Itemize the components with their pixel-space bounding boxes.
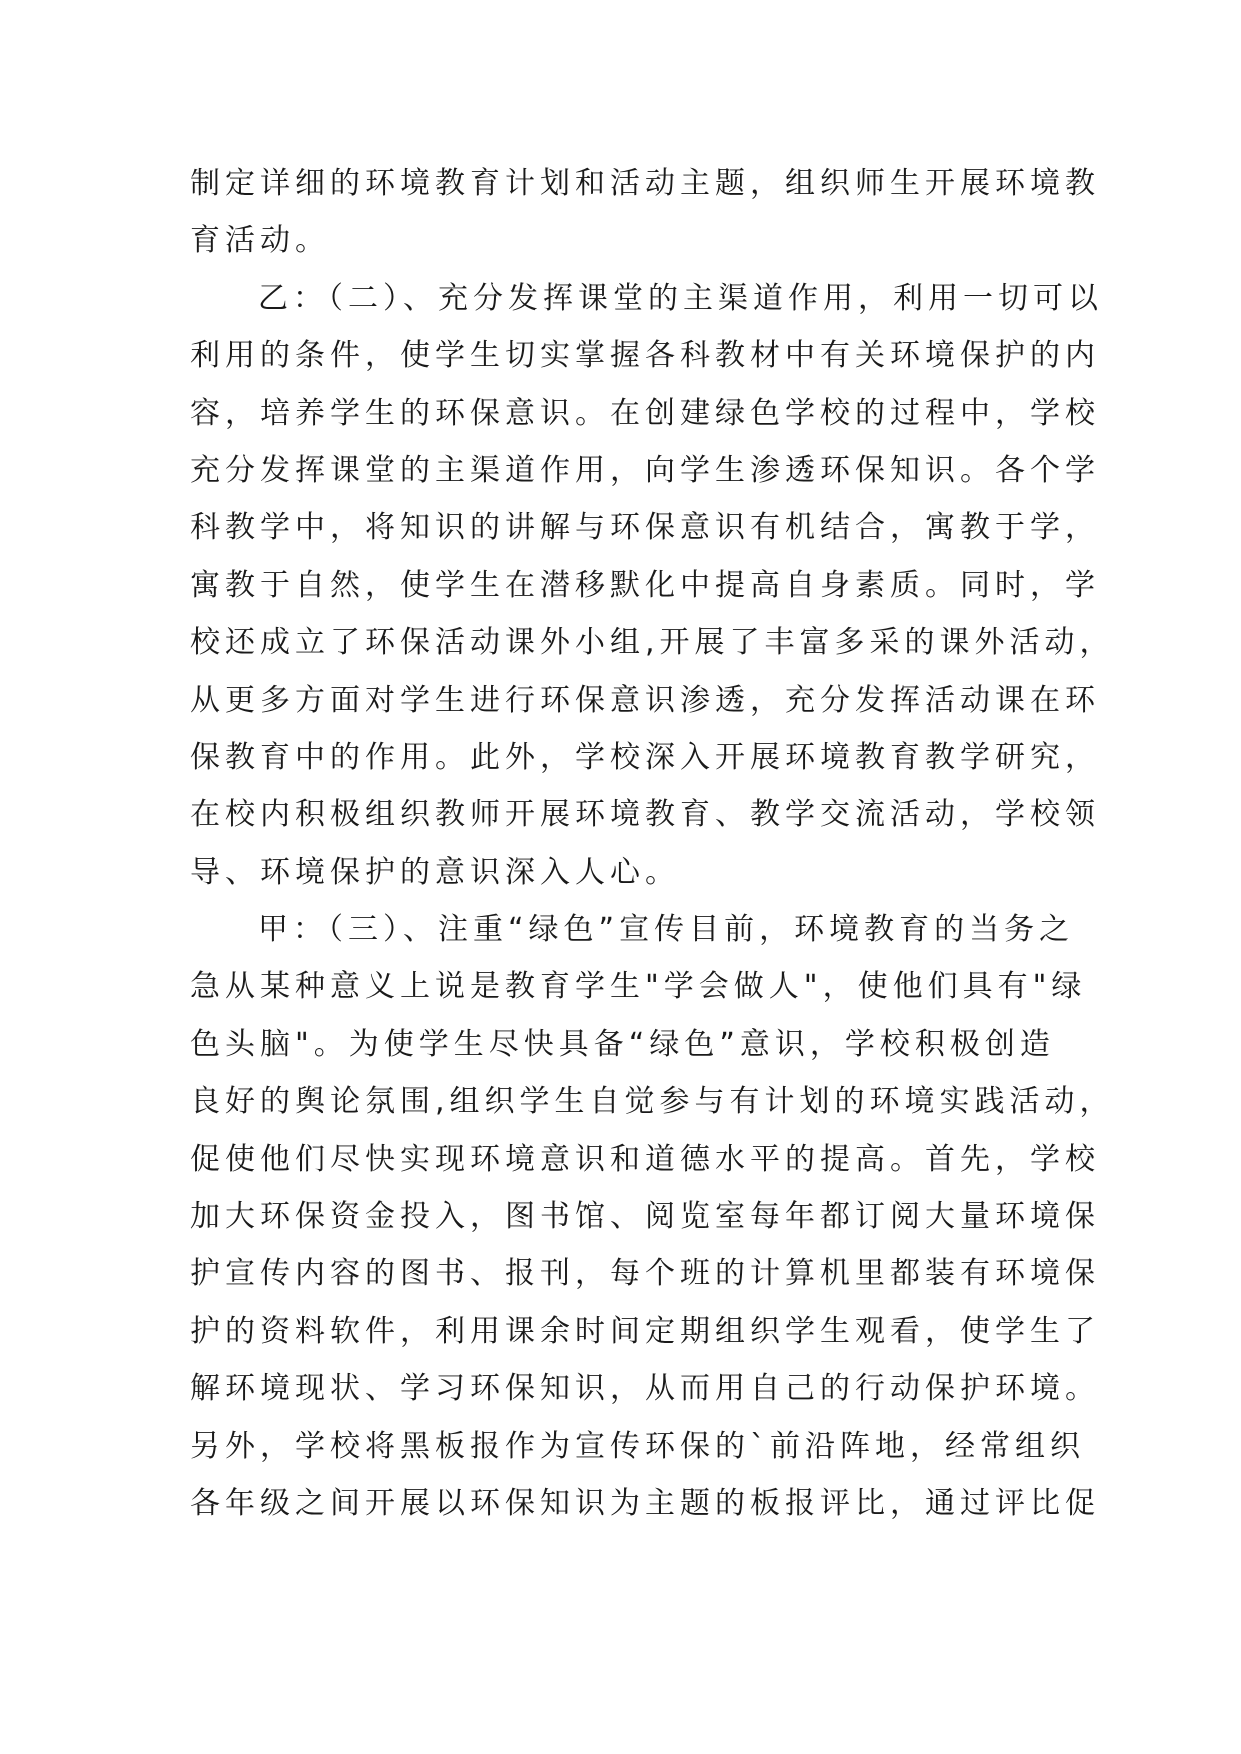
text-line: 利用的条件，使学生切实掌握各科教材中有关环境保护的内 xyxy=(190,338,1100,374)
text-line: 制定详细的环境教育计划和活动主题，组织师生开展环境教 xyxy=(190,166,1100,201)
text-line: 加大环保资金投入，图书馆、阅览室每年都订阅大量环境保 xyxy=(190,1199,1100,1235)
text-line: 各年级之间开展以环保知识为主题的板报评比，通过评比促 xyxy=(190,1485,1100,1521)
text-line: 另外，学校将黑板报作为宣传环保的`前沿阵地，经常组织 xyxy=(190,1428,1085,1464)
text-line: 导、环境保护的意识深入人心。 xyxy=(190,854,680,890)
text-line: 容，培养学生的环保意识。在创建绿色学校的过程中，学校 xyxy=(190,395,1100,431)
text-line: 科教学中，将知识的讲解与环保意识有机结合，寓教于学， xyxy=(190,510,1100,546)
text-line: 促使他们尽快实现环境意识和道德水平的提高。首先，学校 xyxy=(190,1141,1100,1177)
text-line: 解环境现状、学习环保知识，从而用自己的行动保护环境。 xyxy=(190,1371,1100,1407)
paragraph-start-line: 甲：（三）、注重“绿色”宣传目前，环境教育的当务之 xyxy=(258,912,1075,948)
text-line: 在校内积极组织教师开展环境教育、教学交流活动，学校领 xyxy=(190,797,1100,833)
text-line: 寓教于自然，使学生在潜移默化中提高自身素质。同时，学 xyxy=(190,567,1100,603)
text-line: 急从某种意义上说是教育学生"学会做人"，使他们具有"绿 xyxy=(190,969,1087,1005)
text-line: 护宣传内容的图书、报刊，每个班的计算机里都装有环境保 xyxy=(190,1256,1100,1292)
body-text xyxy=(190,155,1115,1532)
text-line: 从更多方面对学生进行环保意识渗透，充分发挥活动课在环 xyxy=(190,682,1100,718)
text-line: 良好的舆论氛围,组织学生自觉参与有计划的环境实践活动， xyxy=(190,1084,1115,1120)
text-line: 保教育中的作用。此外，学校深入开展环境教育教学研究， xyxy=(190,739,1100,775)
text-line: 充分发挥课堂的主渠道作用，向学生渗透环保知识。各个学 xyxy=(190,452,1100,488)
text-line: 色头脑"。为使学生尽快具备“绿色”意识，学校积极创造 xyxy=(190,1026,1055,1062)
paragraph-start-line: 乙：（二）、充分发挥课堂的主渠道作用，利用一切可以 xyxy=(258,280,1103,316)
text-line: 育活动。 xyxy=(190,223,330,259)
text-line: 护的资料软件，利用课余时间定期组织学生观看，使学生了 xyxy=(190,1313,1100,1349)
text-line: 校还成立了环保活动课外小组,开展了丰富多采的课外活动， xyxy=(190,625,1115,661)
